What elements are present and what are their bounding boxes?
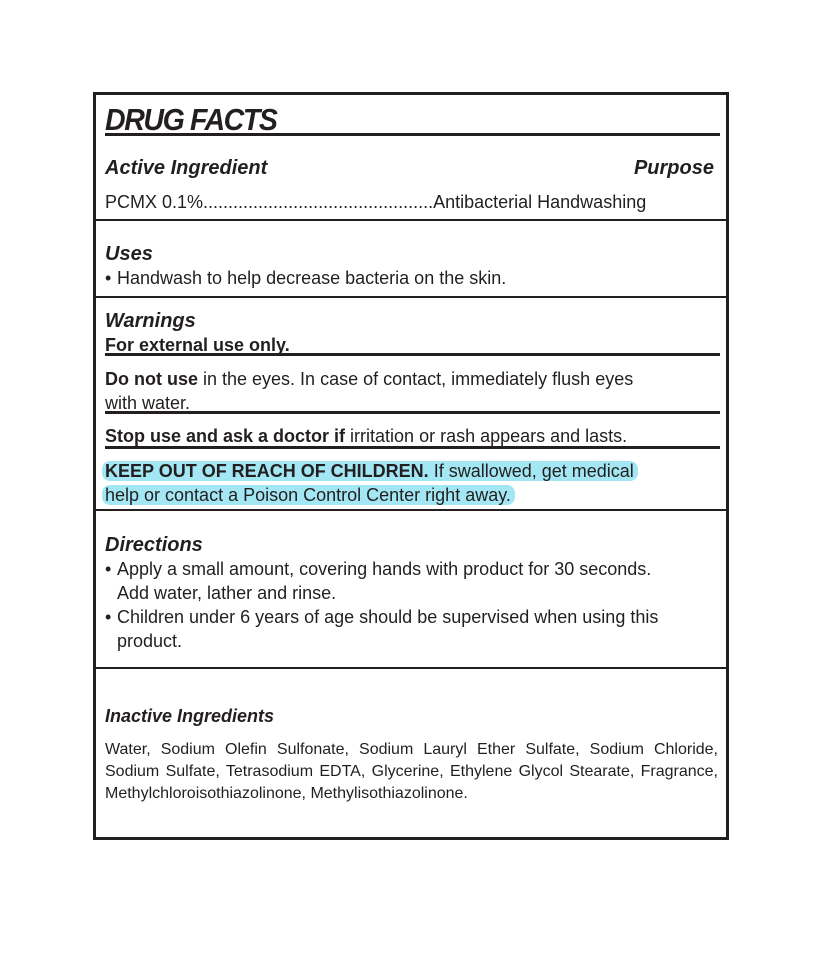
section-divider [96,509,726,511]
inactive-ingredients-heading: Inactive Ingredients [105,706,275,726]
uses-heading: Uses [105,243,153,265]
directions-item-2-line2: product. [117,631,183,651]
directions-heading: Directions [105,534,203,556]
do-not-use-line2: with water. [105,393,191,413]
warnings-heading: Warnings [105,310,196,332]
bullet: • [105,607,112,627]
bullet: • [105,268,112,288]
stop-use-label: Stop use and ask a doctor if [105,426,346,446]
do-not-use-line1: Do not use in the eyes. In case of contact, immediately flush eyes [105,369,634,389]
section-divider [96,219,726,221]
directions-item-1-line2: Add water, lather and rinse. [117,583,337,603]
title-rule [105,133,720,136]
drug-facts-title: DRUG FACTS [105,102,277,137]
external-use-text: For external use only. [105,335,290,355]
active-ingredient-name: PCMX 0.1% [105,192,204,212]
dot-leader: .............................................. [203,192,434,212]
active-ingredient-purpose: Antibacterial Handwashing [433,192,647,212]
warnings-rule [105,353,720,356]
active-ingredient-heading: Active Ingredient [105,157,268,179]
inactive-ingredients-text: Water, Sodium Olefin Sulfonate, Sodium Lauryl Ether Sulfate, Sodium Chloride, Sodium Sulfate, Tetrasodium EDTA, Glycerine, Ethylene Glycol Stearate, Fragrance, Methylchloroisothiazolinone, Methylisothiazolinone. [105,741,718,802]
section-divider [96,296,726,298]
keep-out-line1: KEEP OUT OF REACH OF CHILDREN. If swallowed, get medical [105,459,638,483]
stop-use-text: Stop use and ask a doctor if irritation or rash appears and lasts. [105,426,628,446]
do-not-use-label: Do not use [105,369,198,389]
section-divider [96,667,726,669]
directions-item-1-line1: Apply a small amount, covering hands with product for 30 seconds. [117,559,652,579]
directions-item-2-line1: Children under 6 years of age should be supervised when using this [117,607,659,627]
drug-facts-panel [93,92,729,840]
uses-item: Handwash to help decrease bacteria on the skin. [117,268,507,288]
active-ingredient-row [105,190,646,214]
keep-out-line2: help or contact a Poison Control Center right away. [105,483,515,507]
warnings-rule [105,411,720,414]
keep-out-label: KEEP OUT OF REACH OF CHILDREN. [105,461,429,481]
warnings-rule [105,446,720,449]
purpose-heading: Purpose [633,157,714,179]
bullet: • [105,559,112,579]
